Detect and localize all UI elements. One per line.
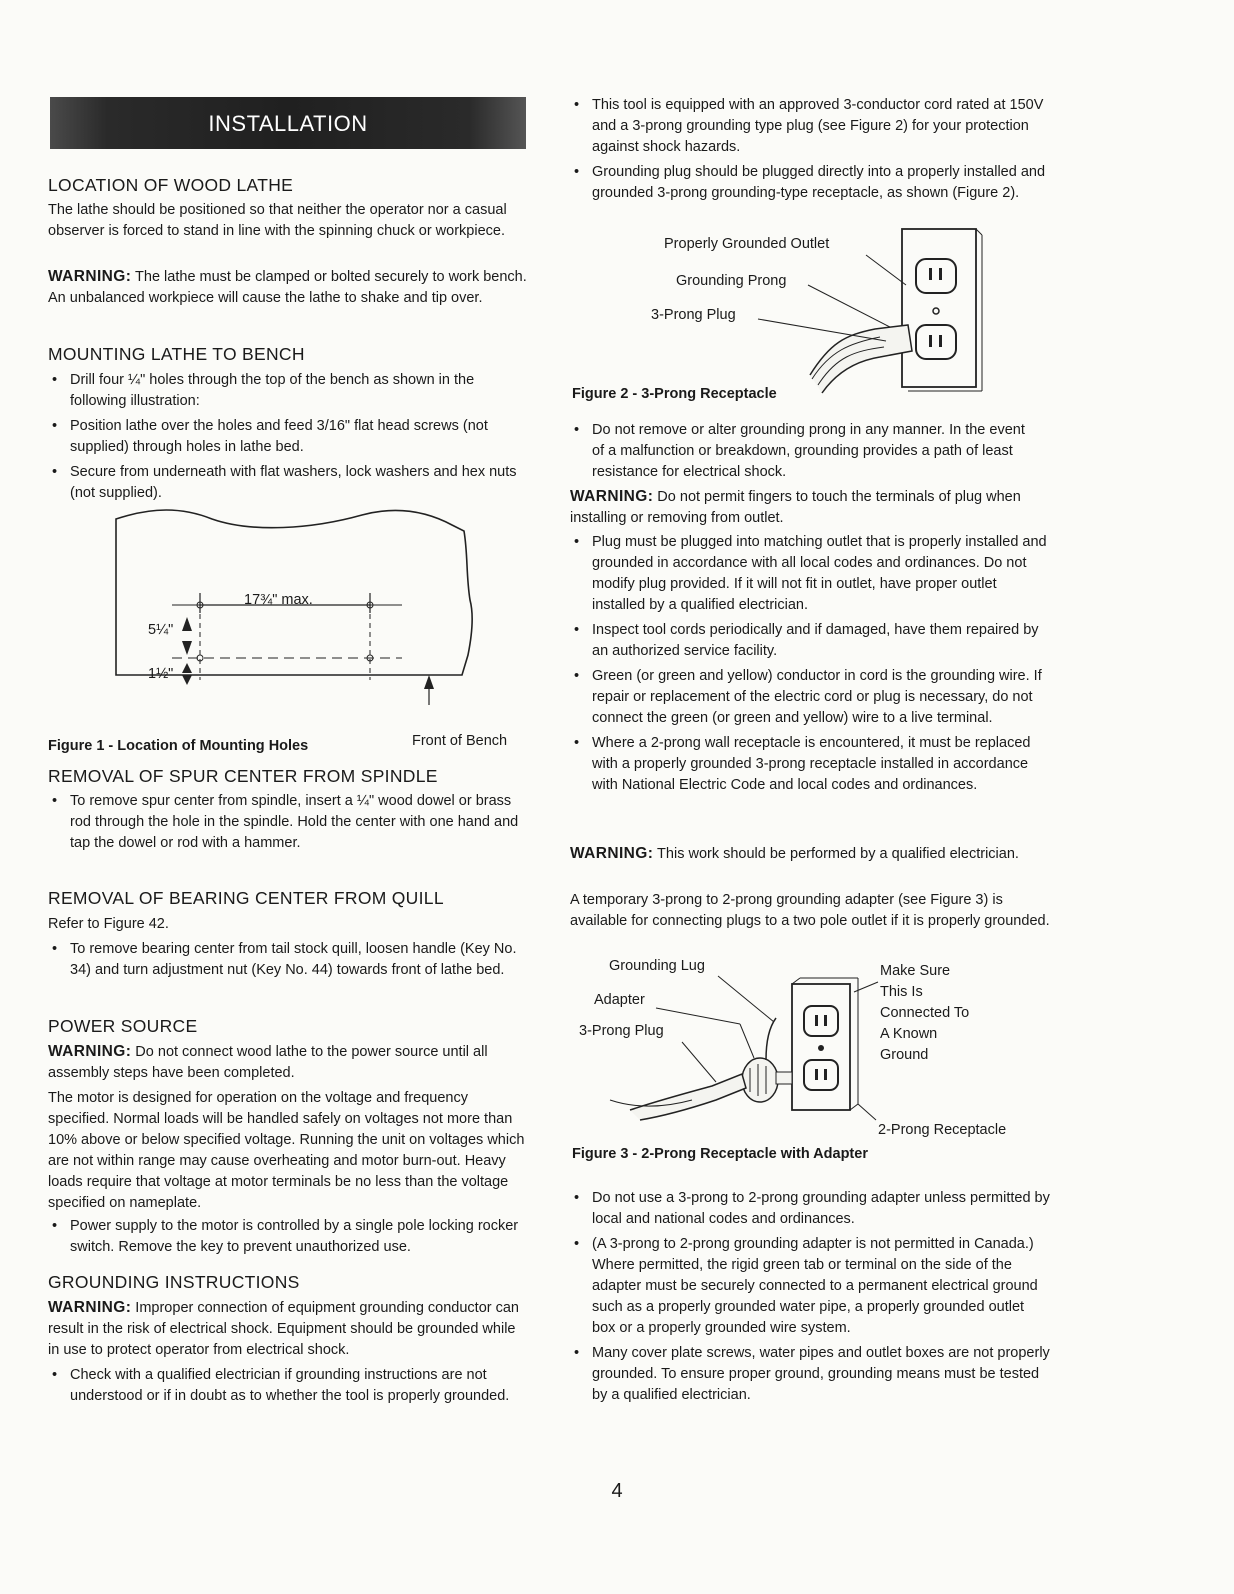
list-item: • Where a 2-prong wall receptacle is encountered, it must be replaced with a properly grounded 3-prong receptacle installed in accordance with National Electric Code and local codes and ordinances. [570,733,1050,796]
list-item: • Grounding plug should be plugged directly into a properly installed and grounded 3-prong grounding-type receptacle, as shown (Figure 2). [570,162,1050,204]
figure3-lug-label: Grounding Lug [609,958,705,974]
figure3-caption: Figure 3 - 2-Prong Receptacle with Adapter [572,1146,868,1162]
spur-list [48,791,526,854]
figure2-prong-label: Grounding Prong [676,273,787,289]
list-item: • Many cover plate screws, water pipes and outlet boxes are not properly grounded. To ensure proper ground, grounding means must be tested by a qualified electrician. [570,1343,1050,1406]
figure3-note-line: Ground [880,1047,929,1063]
mounting-list [48,370,526,504]
right-mid-list [570,420,1040,483]
list-item: • Check with a qualified electrician if grounding instructions are not understood or if in doubt as to whether the tool is properly grounded. [48,1365,528,1407]
list-item: • This tool is equipped with an approved 3-conductor cord rated at 150V and a 3-prong grounding type plug (see Figure 2) for your protection against shock hazards. [570,95,1050,158]
list-item: • Plug must be plugged into matching outlet that is properly installed and grounded in accordance with all local codes and ordinances. Do not modify plug provided. If it will not fit in outlet, have proper outlet installed by a qualified electrician. [570,532,1050,616]
list-item: • (A 3-prong to 2-prong grounding adapter is not permitted in Canada.) Where permitted, the rigid green tab or terminal on the side of the adapter must be securely connected to a permanent electrical ground such as a properly grounded water pipe, a properly grounded outlet box or a properly grounded wire system. [570,1234,1050,1339]
figure2-plug-label: 3-Prong Plug [651,307,736,323]
heading-grounding: GROUNDING INSTRUCTIONS [48,1272,300,1292]
right-list-2 [570,532,1050,796]
figure3-note-line: A Known [880,1026,938,1042]
warning-text: Do not permit fingers to touch the terminals of plug when installing or removing from outlet. [570,489,1021,526]
list-item: • Power supply to the motor is controlled by a single pole locking rocker switch. Remove the key to prevent unauthorized use. [48,1216,528,1258]
power-warning [48,1041,528,1084]
grounding-list [48,1365,528,1407]
list-item: • Inspect tool cords periodically and if damaged, have them repaired by an authorized service facility. [570,620,1050,662]
heading-location: LOCATION OF WOOD LATHE [48,175,294,195]
power-body: The motor is designed for operation on the voltage and frequency specified. Normal loads will be handled safely on voltages not more than 10% above or below specified voltage. Running the unit on voltages which are not within range may cause overheating and motor burn-out. Heavy loads require that voltage at motor terminals be no less than the voltage specified on nameplate. [48,1090,525,1211]
list-item: • Green (or green and yellow) conductor in cord is the grounding wire. If repair or replacement of the electric cord or plug is necessary, do not connect the green (or green and yellow) wire to a live terminal. [570,666,1050,729]
location-warning [48,266,528,309]
figure3-receptacle-label: 2-Prong Receptacle [878,1122,1007,1138]
list-item: • To remove bearing center from tail stock quill, loosen handle (Key No. 34) and turn adjustment nut (Key No. 44) towards front of lathe bed. [48,939,526,981]
warning-label: WARNING: [48,1043,132,1060]
warning-text: The lathe must be clamped or bolted securely to work bench. An unbalanced workpiece will cause the lathe to shake and tip over. [48,269,527,306]
right-warning-1 [570,486,1052,529]
figure1-front-label: Front of Bench [412,733,508,749]
section-title: INSTALLATION [208,111,368,136]
list-item: • Position lathe over the holes and feed 3/16" flat head screws (not supplied) through holes in lathe bed. [48,416,526,458]
figure1-caption: Figure 1 - Location of Mounting Holes [48,738,309,754]
bearing-refer: Refer to Figure 42. [48,916,169,932]
warning-label: WARNING: [48,1299,132,1316]
heading-bearing: REMOVAL OF BEARING CENTER FROM QUILL [48,888,444,908]
heading-power: POWER SOURCE [48,1016,198,1036]
figure3-plug-label: 3-Prong Plug [579,1023,664,1039]
warning-label: WARNING: [570,488,654,505]
warning-text: This work should be performed by a qualified electrician. [653,846,1019,862]
figure3-adapter-label: Adapter [594,992,645,1008]
location-body: The lathe should be positioned so that neither the operator nor a casual observer is forced to stand in line with the spinning chuck or workpiece. [48,202,507,239]
bearing-list [48,939,526,981]
heading-mounting: MOUNTING LATHE TO BENCH [48,344,305,364]
list-item: • Drill four ¼" holes through the top of the bench as shown in the following illustration: [48,370,526,412]
list-item: • To remove spur center from spindle, insert a ¼" wood dowel or brass rod through the hole in the spindle. Hold the center with one hand and tap the dowel or rod with a hammer. [48,791,526,854]
figure2-caption: Figure 2 - 3-Prong Receptacle [572,386,777,402]
figure3-note-line: Make Sure [880,963,951,979]
adapter-paragraph: A temporary 3-prong to 2-prong grounding adapter (see Figure 3) is available for connecting plugs to a two pole outlet if it is properly grounded. [570,892,1050,929]
list-item: • Do not remove or alter grounding prong in any manner. In the event of a malfunction or breakdown, grounding provides a path of least resistance for electrical shock. [570,420,1040,483]
heading-spur: REMOVAL OF SPUR CENTER FROM SPINDLE [48,766,438,786]
figure3-note-line: Connected To [880,1005,970,1021]
right-top-list [570,95,1050,204]
figure1-width-label: 17¾" max. [244,592,313,608]
figure1-dim-a-label: 5¼" [148,622,174,638]
figure2-outlet-label: Properly Grounded Outlet [664,236,830,252]
power-list [48,1216,528,1258]
grounding-warning [48,1297,528,1361]
list-item: • Do not use a 3-prong to 2-prong grounding adapter unless permitted by local and national codes and ordinances. [570,1188,1050,1230]
warning-text: Improper connection of equipment grounding conductor can result in the risk of electrical shock. Equipment should be grounded while in use to protect operator from electrical shock. [48,1300,520,1358]
right-warning-2 [570,843,1052,865]
figure1-dim-b-label: 1½" [148,666,174,682]
page-number: 4 [611,1480,623,1502]
figure3-diagram [600,960,890,1120]
warning-text: Do not connect wood lathe to the power source until all assembly steps have been completed. [48,1044,488,1081]
list-item: • Secure from underneath with flat washers, lock washers and hex nuts (not supplied). [48,462,526,504]
figure3-note-line: This Is [880,984,923,1000]
warning-label: WARNING: [570,845,654,862]
figure3-ground-note [880,961,1020,1066]
right-bottom-list [570,1188,1050,1406]
warning-label: WARNING: [48,268,132,285]
section-banner [50,97,526,149]
